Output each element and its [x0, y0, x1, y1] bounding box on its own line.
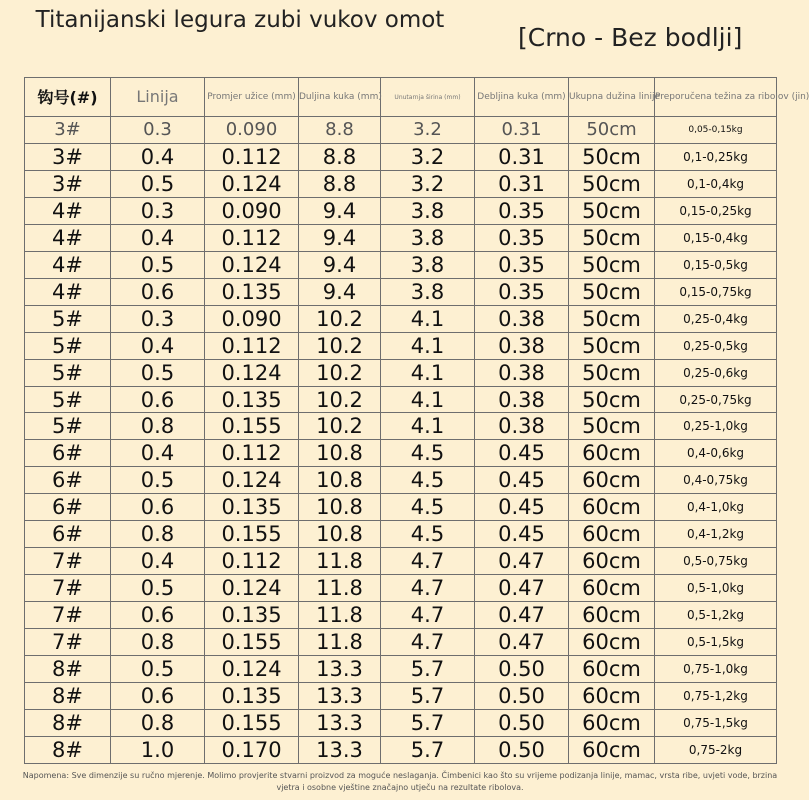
table-row	[25, 117, 777, 144]
cell-inner-width: 3.2	[381, 170, 475, 197]
cell-line-diameter: 0.090	[205, 117, 299, 144]
cell-hook-length: 9.4	[299, 251, 381, 278]
cell-line: 0.8	[111, 709, 205, 736]
cell-recommended-weight: 0,75-2kg	[655, 736, 777, 763]
table-row	[25, 656, 777, 683]
table-row	[25, 386, 777, 413]
cell-line-diameter: 0.124	[205, 359, 299, 386]
cell-recommended-weight: 0,15-0,75kg	[655, 278, 777, 305]
cell-recommended-weight: 0,05-0,15kg	[655, 117, 777, 144]
cell-hook-length: 11.8	[299, 629, 381, 656]
table-row	[25, 332, 777, 359]
cell-line-diameter: 0.124	[205, 467, 299, 494]
table-row	[25, 548, 777, 575]
cell-hook-thickness: 0.38	[475, 386, 569, 413]
cell-hook-size: 5#	[25, 413, 111, 440]
cell-hook-thickness: 0.47	[475, 575, 569, 602]
cell-line-diameter: 0.135	[205, 386, 299, 413]
cell-total-length: 60cm	[569, 709, 655, 736]
header-line: Linija	[111, 78, 205, 117]
cell-recommended-weight: 0,5-1,0kg	[655, 575, 777, 602]
cell-hook-thickness: 0.38	[475, 359, 569, 386]
spec-table	[24, 77, 809, 764]
cell-hook-length: 11.8	[299, 575, 381, 602]
cell-line: 1.0	[111, 736, 205, 763]
cell-hook-length: 13.3	[299, 683, 381, 710]
cell-line-diameter: 0.170	[205, 736, 299, 763]
cell-inner-width: 5.7	[381, 683, 475, 710]
cell-inner-width: 4.1	[381, 386, 475, 413]
variant-label: [Crno - Bez bodlji]	[518, 23, 743, 52]
cell-total-length: 60cm	[569, 683, 655, 710]
cell-hook-length: 10.2	[299, 332, 381, 359]
cell-inner-width: 3.8	[381, 251, 475, 278]
cell-line: 0.3	[111, 197, 205, 224]
cell-recommended-weight: 0,4-1,0kg	[655, 494, 777, 521]
cell-total-length: 60cm	[569, 467, 655, 494]
table-row	[25, 305, 777, 332]
cell-recommended-weight: 0,25-0,75kg	[655, 386, 777, 413]
cell-recommended-weight: 0,25-0,4kg	[655, 305, 777, 332]
cell-line-diameter: 0.124	[205, 575, 299, 602]
cell-line: 0.8	[111, 629, 205, 656]
cell-total-length: 50cm	[569, 359, 655, 386]
cell-line: 0.4	[111, 440, 205, 467]
cell-total-length: 60cm	[569, 575, 655, 602]
cell-total-length: 60cm	[569, 736, 655, 763]
cell-recommended-weight: 0,25-0,6kg	[655, 359, 777, 386]
cell-line-diameter: 0.090	[205, 197, 299, 224]
cell-recommended-weight: 0,25-1,0kg	[655, 413, 777, 440]
cell-hook-thickness: 0.45	[475, 521, 569, 548]
cell-line-diameter: 0.124	[205, 656, 299, 683]
cell-hook-thickness: 0.45	[475, 494, 569, 521]
table-row	[25, 278, 777, 305]
cell-recommended-weight: 0,5-0,75kg	[655, 548, 777, 575]
cell-hook-thickness: 0.35	[475, 278, 569, 305]
cell-hook-length: 10.2	[299, 413, 381, 440]
cell-line: 0.5	[111, 575, 205, 602]
cell-recommended-weight: 0,75-1,5kg	[655, 709, 777, 736]
cell-line-diameter: 0.124	[205, 251, 299, 278]
cell-hook-thickness: 0.35	[475, 197, 569, 224]
cell-hook-length: 9.4	[299, 197, 381, 224]
cell-line: 0.6	[111, 683, 205, 710]
cell-hook-thickness: 0.50	[475, 709, 569, 736]
cell-recommended-weight: 0,4-1,2kg	[655, 521, 777, 548]
cell-recommended-weight: 0,1-0,25kg	[655, 143, 777, 170]
cell-hook-length: 13.3	[299, 656, 381, 683]
table-row	[25, 224, 777, 251]
cell-total-length: 60cm	[569, 521, 655, 548]
cell-hook-length: 8.8	[299, 117, 381, 144]
cell-line: 0.5	[111, 656, 205, 683]
cell-hook-size: 5#	[25, 332, 111, 359]
cell-line: 0.6	[111, 602, 205, 629]
cell-recommended-weight: 0,15-0,25kg	[655, 197, 777, 224]
cell-hook-length: 10.8	[299, 467, 381, 494]
table-row	[25, 521, 777, 548]
cell-inner-width: 4.7	[381, 548, 475, 575]
table-header-row	[25, 78, 777, 117]
cell-line: 0.4	[111, 224, 205, 251]
cell-hook-length: 10.8	[299, 521, 381, 548]
cell-total-length: 50cm	[569, 251, 655, 278]
cell-hook-thickness: 0.50	[475, 656, 569, 683]
cell-total-length: 60cm	[569, 602, 655, 629]
cell-recommended-weight: 0,75-1,2kg	[655, 683, 777, 710]
cell-line: 0.5	[111, 467, 205, 494]
cell-line-diameter: 0.135	[205, 494, 299, 521]
header-hook-thickness: Debljina kuka (mm)	[475, 78, 569, 117]
cell-inner-width: 4.7	[381, 629, 475, 656]
cell-hook-size: 4#	[25, 224, 111, 251]
cell-recommended-weight: 0,15-0,5kg	[655, 251, 777, 278]
cell-hook-size: 8#	[25, 709, 111, 736]
header-line-diameter: Promjer užice (mm)	[205, 78, 299, 117]
cell-hook-thickness: 0.31	[475, 117, 569, 144]
cell-hook-length: 11.8	[299, 548, 381, 575]
cell-recommended-weight: 0,4-0,6kg	[655, 440, 777, 467]
cell-line: 0.8	[111, 413, 205, 440]
cell-hook-length: 10.8	[299, 440, 381, 467]
cell-inner-width: 4.1	[381, 413, 475, 440]
cell-inner-width: 3.8	[381, 224, 475, 251]
cell-inner-width: 4.5	[381, 494, 475, 521]
table-row	[25, 629, 777, 656]
cell-total-length: 50cm	[569, 413, 655, 440]
cell-hook-length: 9.4	[299, 224, 381, 251]
cell-hook-size: 8#	[25, 683, 111, 710]
cell-line-diameter: 0.112	[205, 332, 299, 359]
header-recommended-weight: Preporučena težina za ribolov (jin)	[655, 78, 777, 117]
cell-inner-width: 4.7	[381, 575, 475, 602]
cell-hook-size: 5#	[25, 305, 111, 332]
cell-hook-size: 4#	[25, 197, 111, 224]
cell-hook-size: 7#	[25, 602, 111, 629]
cell-hook-size: 7#	[25, 548, 111, 575]
cell-recommended-weight: 0,15-0,4kg	[655, 224, 777, 251]
table-row	[25, 197, 777, 224]
cell-line: 0.4	[111, 332, 205, 359]
header-hook-length: Duljina kuka (mm)	[299, 78, 381, 117]
cell-line: 0.4	[111, 548, 205, 575]
cell-inner-width: 3.2	[381, 117, 475, 144]
cell-line-diameter: 0.112	[205, 224, 299, 251]
cell-line: 0.3	[111, 117, 205, 144]
cell-line-diameter: 0.155	[205, 413, 299, 440]
cell-hook-length: 13.3	[299, 736, 381, 763]
cell-inner-width: 4.1	[381, 305, 475, 332]
cell-line-diameter: 0.135	[205, 683, 299, 710]
cell-hook-thickness: 0.38	[475, 332, 569, 359]
table-row	[25, 251, 777, 278]
cell-line: 0.6	[111, 386, 205, 413]
cell-hook-size: 7#	[25, 629, 111, 656]
cell-hook-size: 4#	[25, 251, 111, 278]
table-row	[25, 575, 777, 602]
cell-hook-thickness: 0.50	[475, 736, 569, 763]
cell-line: 0.8	[111, 521, 205, 548]
cell-line-diameter: 0.155	[205, 521, 299, 548]
cell-hook-size: 8#	[25, 736, 111, 763]
cell-recommended-weight: 0,25-0,5kg	[655, 332, 777, 359]
cell-line-diameter: 0.124	[205, 170, 299, 197]
cell-hook-length: 10.8	[299, 494, 381, 521]
cell-total-length: 50cm	[569, 197, 655, 224]
cell-inner-width: 4.7	[381, 602, 475, 629]
page-title: Titanijanski legura zubi vukov omot	[35, 7, 445, 33]
cell-hook-thickness: 0.47	[475, 548, 569, 575]
table-row	[25, 359, 777, 386]
cell-line-diameter: 0.112	[205, 440, 299, 467]
cell-total-length: 60cm	[569, 548, 655, 575]
cell-line: 0.6	[111, 278, 205, 305]
cell-inner-width: 3.8	[381, 278, 475, 305]
cell-hook-size: 7#	[25, 575, 111, 602]
table-row	[25, 494, 777, 521]
cell-inner-width: 4.5	[381, 521, 475, 548]
cell-line-diameter: 0.112	[205, 548, 299, 575]
cell-hook-size: 5#	[25, 359, 111, 386]
cell-hook-length: 13.3	[299, 709, 381, 736]
cell-recommended-weight: 0,1-0,4kg	[655, 170, 777, 197]
cell-total-length: 60cm	[569, 494, 655, 521]
header-total-length: Ukupna dužina linije	[569, 78, 655, 117]
cell-hook-size: 8#	[25, 656, 111, 683]
cell-recommended-weight: 0,75-1,0kg	[655, 656, 777, 683]
cell-hook-length: 8.8	[299, 143, 381, 170]
cell-total-length: 50cm	[569, 117, 655, 144]
cell-hook-length: 10.2	[299, 359, 381, 386]
footnote: Napomena: Sve dimenzije su ručno mjerenje. Molimo provjerite stvarni proizvod za moguće neslaganja. Čimbenici kao što su vrijeme podizanja linije, mamac, vrsta ribe, uvjeti vode, brzina vjetra i osobne vještine značajno utječu na rezultate ribolova.	[22, 771, 778, 792]
table-row	[25, 602, 777, 629]
cell-total-length: 50cm	[569, 143, 655, 170]
cell-inner-width: 4.1	[381, 332, 475, 359]
cell-hook-size: 3#	[25, 143, 111, 170]
cell-recommended-weight: 0,4-0,75kg	[655, 467, 777, 494]
cell-recommended-weight: 0,5-1,5kg	[655, 629, 777, 656]
table-row	[25, 170, 777, 197]
cell-inner-width: 5.7	[381, 656, 475, 683]
cell-hook-thickness: 0.47	[475, 629, 569, 656]
cell-hook-thickness: 0.50	[475, 683, 569, 710]
cell-inner-width: 5.7	[381, 736, 475, 763]
cell-total-length: 60cm	[569, 629, 655, 656]
cell-inner-width: 3.2	[381, 143, 475, 170]
table-row	[25, 467, 777, 494]
table-row	[25, 413, 777, 440]
cell-line: 0.5	[111, 359, 205, 386]
table-row	[25, 736, 777, 763]
cell-line: 0.6	[111, 494, 205, 521]
cell-inner-width: 5.7	[381, 709, 475, 736]
cell-inner-width: 4.5	[381, 467, 475, 494]
cell-line-diameter: 0.155	[205, 629, 299, 656]
cell-line: 0.3	[111, 305, 205, 332]
cell-total-length: 50cm	[569, 278, 655, 305]
cell-hook-size: 3#	[25, 170, 111, 197]
cell-hook-length: 8.8	[299, 170, 381, 197]
cell-hook-length: 10.2	[299, 305, 381, 332]
cell-recommended-weight: 0,5-1,2kg	[655, 602, 777, 629]
table-row	[25, 709, 777, 736]
cell-hook-thickness: 0.31	[475, 170, 569, 197]
cell-line-diameter: 0.155	[205, 709, 299, 736]
cell-hook-length: 10.2	[299, 386, 381, 413]
cell-hook-thickness: 0.38	[475, 305, 569, 332]
cell-total-length: 60cm	[569, 440, 655, 467]
cell-total-length: 60cm	[569, 656, 655, 683]
cell-hook-length: 9.4	[299, 278, 381, 305]
cell-hook-thickness: 0.45	[475, 467, 569, 494]
header-inner-width: Unutarnja širina (mm)	[381, 78, 475, 117]
cell-hook-size: 4#	[25, 278, 111, 305]
cell-line: 0.5	[111, 170, 205, 197]
cell-line-diameter: 0.135	[205, 278, 299, 305]
cell-hook-size: 6#	[25, 467, 111, 494]
cell-hook-size: 6#	[25, 521, 111, 548]
cell-total-length: 50cm	[569, 224, 655, 251]
cell-inner-width: 4.1	[381, 359, 475, 386]
cell-hook-size: 6#	[25, 494, 111, 521]
cell-total-length: 50cm	[569, 170, 655, 197]
cell-line-diameter: 0.090	[205, 305, 299, 332]
cell-inner-width: 3.8	[381, 197, 475, 224]
table-row	[25, 683, 777, 710]
cell-hook-size: 6#	[25, 440, 111, 467]
cell-hook-thickness: 0.38	[475, 413, 569, 440]
cell-hook-length: 11.8	[299, 602, 381, 629]
cell-hook-thickness: 0.47	[475, 602, 569, 629]
table-row	[25, 143, 777, 170]
cell-total-length: 50cm	[569, 386, 655, 413]
cell-total-length: 50cm	[569, 305, 655, 332]
cell-hook-thickness: 0.45	[475, 440, 569, 467]
cell-line-diameter: 0.112	[205, 143, 299, 170]
cell-hook-size: 5#	[25, 386, 111, 413]
cell-hook-thickness: 0.35	[475, 224, 569, 251]
cell-line: 0.5	[111, 251, 205, 278]
cell-inner-width: 4.5	[381, 440, 475, 467]
table-row	[25, 440, 777, 467]
cell-total-length: 50cm	[569, 332, 655, 359]
cell-line: 0.4	[111, 143, 205, 170]
cell-hook-size: 3#	[25, 117, 111, 144]
cell-hook-thickness: 0.35	[475, 251, 569, 278]
header-hook-size: 钩号(#)	[25, 78, 111, 117]
cell-line-diameter: 0.135	[205, 602, 299, 629]
cell-hook-thickness: 0.31	[475, 143, 569, 170]
